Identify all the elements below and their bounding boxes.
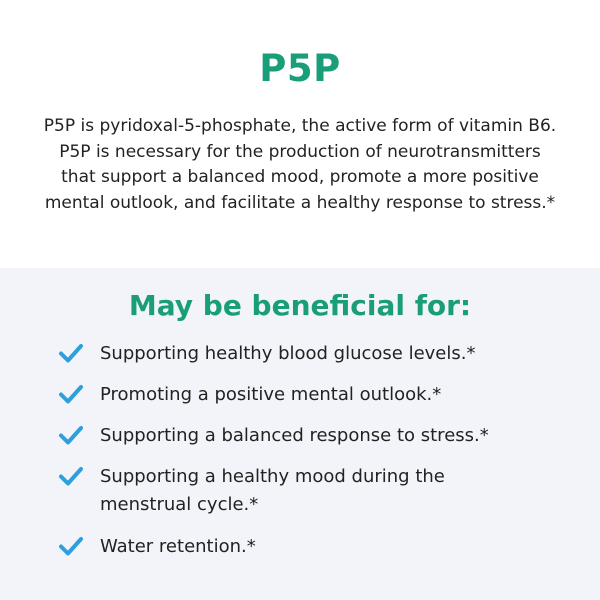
checkmark-icon: [58, 383, 84, 405]
checkmark-icon: [58, 424, 84, 446]
intro-paragraph: P5P is pyridoxal-5-phosphate, the active form of vitamin B6. P5P is necessary for the production of neurotransmitters that support a balanced mood, promote a more positive mental outlook, and facilitate a healthy response to stress.*: [43, 116, 557, 213]
benefit-text: Supporting a healthy mood during the menstrual cycle.*: [100, 466, 445, 515]
checkmark-icon: [58, 535, 84, 557]
checkmark-icon: [58, 342, 84, 364]
benefits-heading: May be beneficial for:: [128, 289, 472, 322]
benefit-text: Water retention.*: [100, 536, 256, 557]
checkmark-icon: [58, 465, 84, 487]
benefit-text: Supporting a balanced response to stress.*: [100, 425, 489, 446]
page-title: P5P: [259, 47, 341, 90]
benefit-text: Promoting a positive mental outlook.*: [100, 384, 442, 405]
intro-section: [0, 0, 600, 268]
benefit-text: Supporting healthy blood glucose levels.*: [100, 343, 476, 364]
